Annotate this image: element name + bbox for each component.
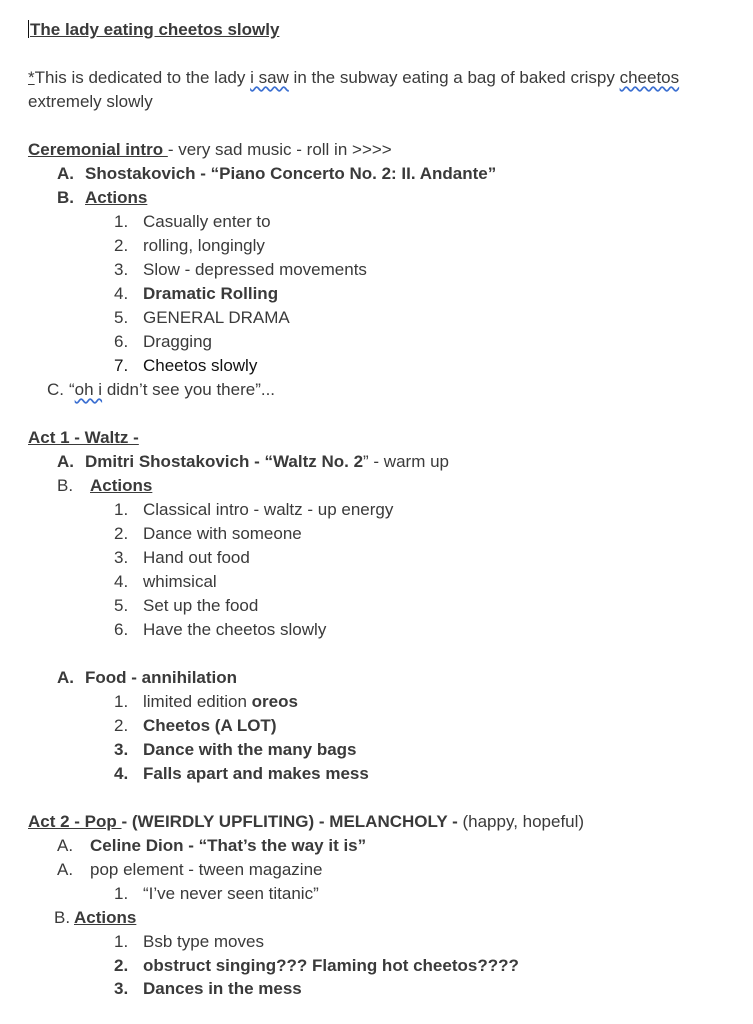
list-number: 6. bbox=[114, 332, 129, 351]
list-item bbox=[114, 524, 302, 544]
act1-item-b: B. Actions bbox=[57, 476, 153, 495]
act1-food: A. Food - annihilation bbox=[57, 668, 238, 687]
list-number: 1. bbox=[114, 932, 129, 951]
spelling-flag-i-saw[interactable]: i saw bbox=[250, 68, 289, 87]
list-number: 2. bbox=[114, 955, 129, 975]
act2-item-a2: A. pop element - tween magazine bbox=[57, 860, 323, 879]
list-item bbox=[114, 692, 298, 712]
list-item bbox=[114, 308, 290, 328]
list-item bbox=[114, 332, 212, 352]
intro-heading: Ceremonial intro - very sad music - roll in >>>> bbox=[28, 140, 392, 159]
list-item bbox=[114, 956, 519, 976]
list-item bbox=[114, 236, 265, 256]
list-number: 4. bbox=[114, 284, 129, 303]
list-number: 5. bbox=[114, 308, 129, 327]
list-item bbox=[114, 260, 367, 280]
act2-item-a2-sub: 1. “I’ve never seen titanic” bbox=[114, 884, 319, 903]
list-number: 4. bbox=[114, 572, 129, 591]
list-item bbox=[114, 979, 302, 999]
list-number: 3. bbox=[114, 260, 129, 279]
list-number: 1. bbox=[114, 500, 129, 519]
list-number: 1. bbox=[114, 692, 129, 711]
list-text: GENERAL DRAMA bbox=[143, 308, 290, 327]
act2-item-b: B. Actions bbox=[54, 908, 137, 927]
list-number: 4. bbox=[114, 764, 129, 783]
list-number: 2. bbox=[114, 716, 129, 735]
act2-heading: Act 2 - Pop - (WEIRDLY UPFLITING) - MELANCHOLY - (happy, hopeful) bbox=[28, 812, 585, 831]
list-number: 5. bbox=[114, 596, 129, 615]
list-number: 2. bbox=[114, 524, 129, 543]
list-text-bold: oreos bbox=[251, 692, 298, 711]
list-number: 6. bbox=[114, 620, 129, 639]
list-text: Classical intro - waltz - up energy bbox=[143, 500, 394, 519]
list-text: limited edition bbox=[143, 692, 252, 711]
spelling-flag-cheetos[interactable]: cheetos bbox=[619, 68, 680, 87]
list-number: 1. bbox=[114, 212, 129, 231]
list-text: Have the cheetos slowly bbox=[143, 620, 327, 639]
list-text: Slow - depressed movements bbox=[143, 260, 367, 279]
list-item bbox=[114, 740, 357, 760]
list-item bbox=[114, 596, 258, 616]
list-text-bold: Cheetos (A LOT) bbox=[143, 716, 277, 735]
list-item bbox=[114, 548, 250, 568]
act1-item-a: A. Dmitri Shostakovich - “Waltz No. 2” - warm up bbox=[57, 452, 449, 471]
list-text: Dragging bbox=[143, 332, 212, 351]
list-number: 2. bbox=[114, 236, 129, 255]
list-text: Dances in the mess bbox=[143, 979, 302, 998]
document-title: The lady eating cheetos slowly bbox=[30, 20, 280, 39]
dedication-line-1: *This is dedicated to the lady i saw in the subway eating a bag of baked crispy cheetos bbox=[28, 68, 680, 87]
list-item bbox=[114, 500, 393, 520]
dedication-star: * bbox=[28, 68, 35, 87]
list-text-bold: Dance with the many bags bbox=[143, 740, 357, 759]
list-text: Dance with someone bbox=[143, 524, 302, 543]
list-text: Casually enter to bbox=[143, 212, 271, 231]
list-text: Hand out food bbox=[143, 548, 250, 567]
list-text: Dramatic Rolling bbox=[143, 284, 279, 303]
act1-heading: Act 1 - Waltz - bbox=[28, 428, 139, 447]
list-number: 3. bbox=[114, 548, 129, 567]
intro-item-c: C. “oh i didn’t see you there”... bbox=[47, 380, 276, 399]
list-text: Cheetos slowly bbox=[143, 356, 258, 375]
text-cursor bbox=[28, 20, 29, 38]
list-item bbox=[114, 284, 278, 304]
list-number: 3. bbox=[114, 740, 129, 759]
list-item bbox=[114, 620, 326, 640]
spelling-flag-oh-i[interactable]: oh i bbox=[74, 380, 103, 399]
list-number: 7. bbox=[114, 356, 129, 375]
list-number: 3. bbox=[114, 979, 129, 998]
list-item bbox=[114, 212, 271, 232]
list-text: Set up the food bbox=[143, 596, 259, 615]
intro-item-a: A. Shostakovich - “Piano Concerto No. 2: II. Andante” bbox=[57, 164, 497, 183]
list-text: Bsb type moves bbox=[143, 932, 264, 951]
list-text: obstruct singing??? Flaming hot cheetos???? bbox=[143, 955, 519, 975]
intro-item-b: B. Actions bbox=[57, 188, 148, 207]
list-item bbox=[114, 932, 264, 952]
list-text: rolling, longingly bbox=[143, 236, 265, 255]
list-item bbox=[114, 764, 369, 784]
list-text: whimsical bbox=[143, 572, 217, 591]
dedication-line-2: extremely slowly bbox=[28, 92, 153, 111]
list-item bbox=[114, 716, 276, 736]
list-item bbox=[114, 356, 257, 376]
list-item bbox=[114, 572, 217, 592]
list-text-bold: Falls apart and makes mess bbox=[143, 764, 369, 783]
act2-item-a1: A. Celine Dion - “That’s the way it is” bbox=[57, 836, 367, 855]
